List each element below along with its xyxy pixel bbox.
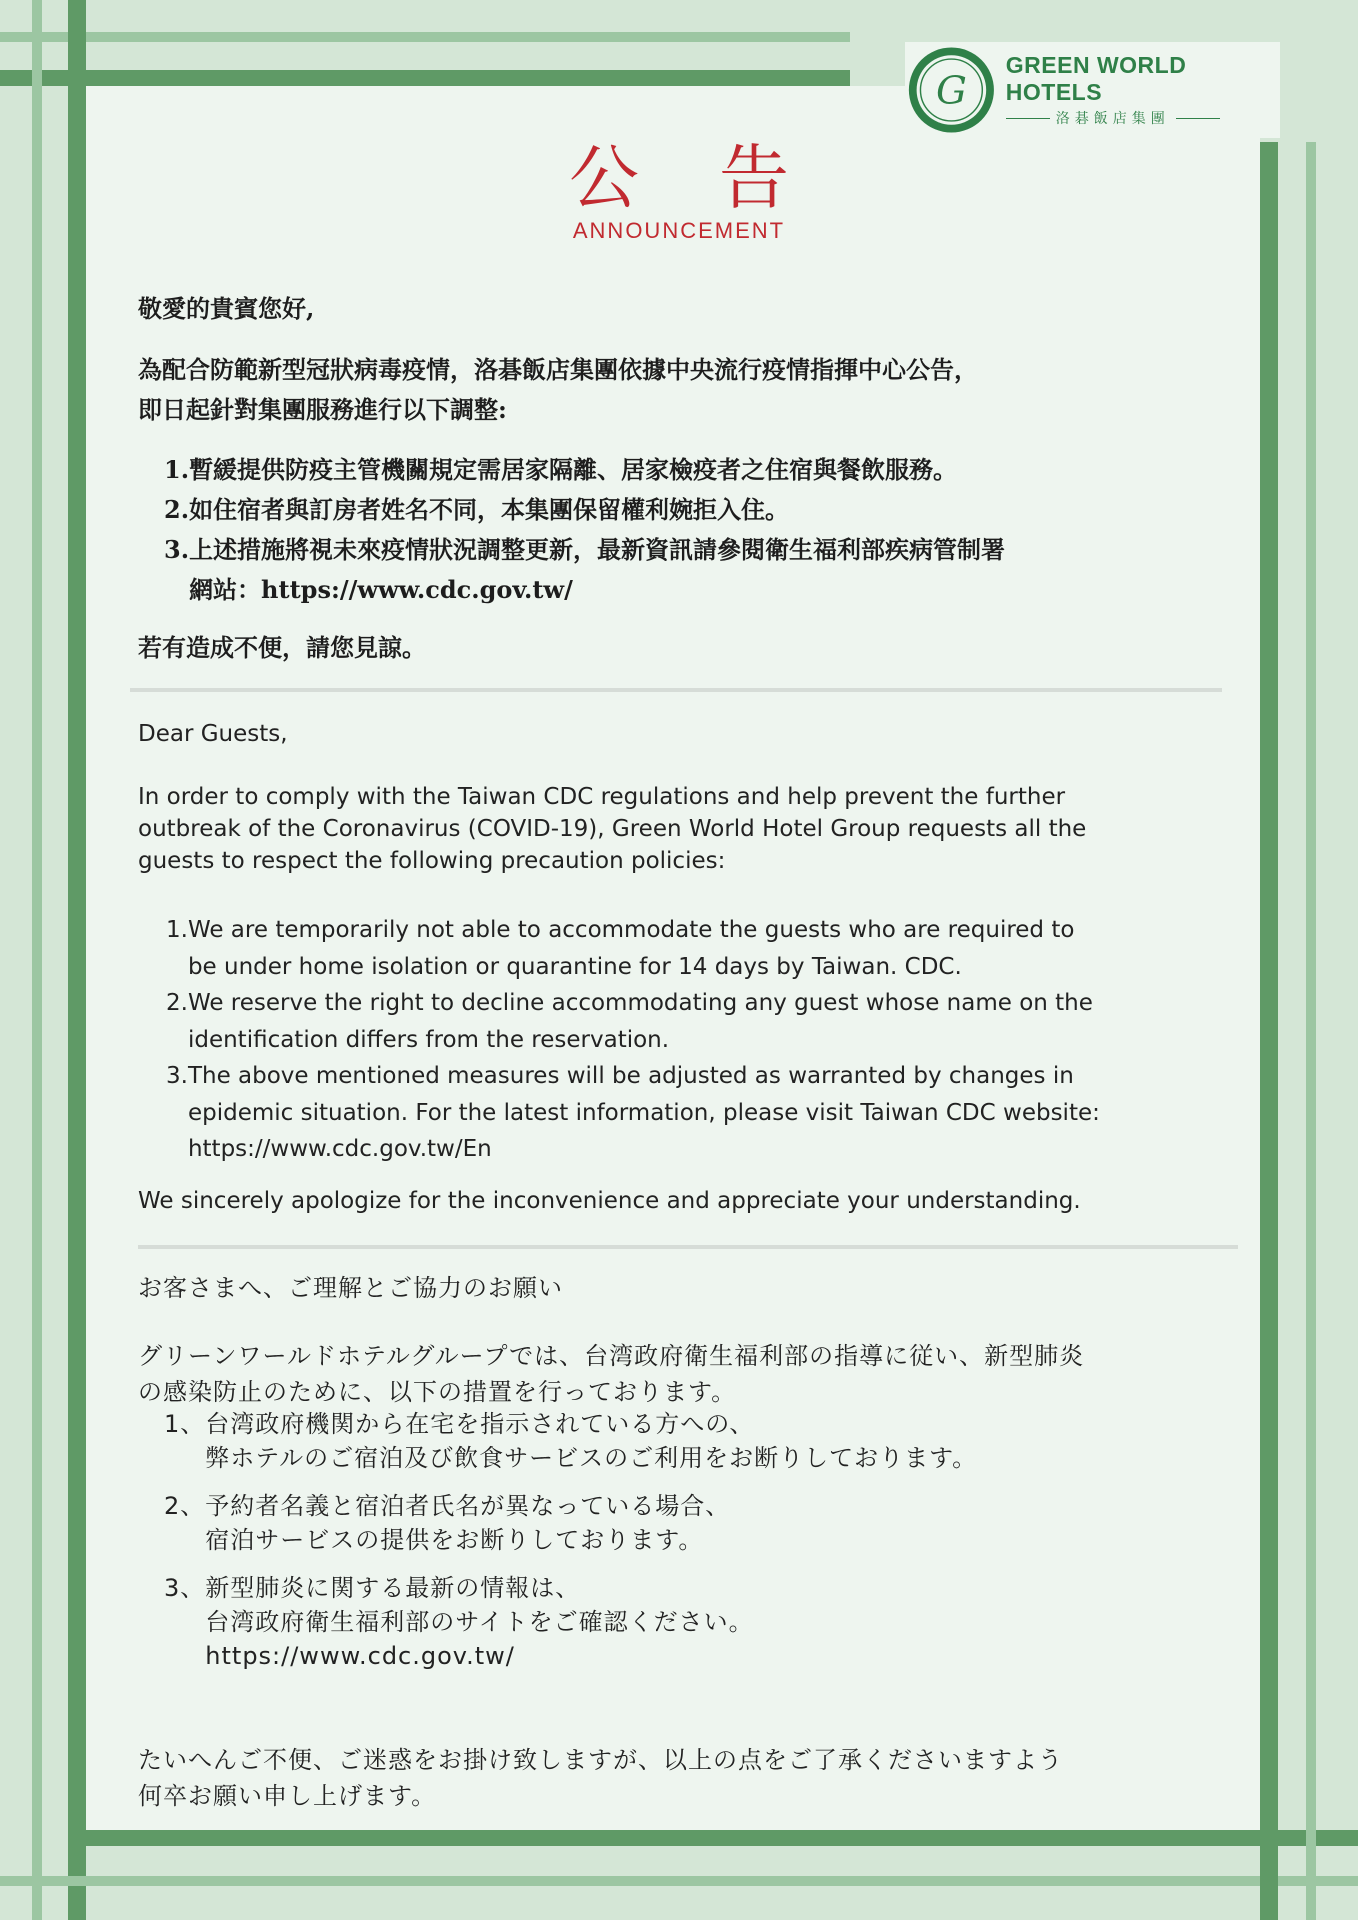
list-number: 2、	[164, 1492, 206, 1520]
brand-line-right	[1176, 118, 1220, 119]
ja-intro-line: グリーンワールドホテルグループでは、台湾政府衛生福利部の指導に従い、新型肺炎	[138, 1342, 1085, 1370]
ja-list	[164, 1407, 1224, 1673]
list-text: 台湾政府機関から在宅を指示されている方への、	[205, 1410, 755, 1438]
list-number: 1.	[164, 455, 190, 484]
brand-name-en: GREEN WORLD HOTELS	[1005, 52, 1187, 105]
en-greeting: Dear Guests,	[138, 721, 288, 747]
list-item	[164, 450, 1224, 490]
list-text: be under home isolation or quarantine for 14 days by Taiwan. CDC.	[187, 953, 962, 980]
list-number: 1.	[166, 917, 188, 943]
list-text: 網站：https://www.cdc.gov.tw/	[189, 575, 573, 604]
frame-stripe-bottom-dark	[86, 1830, 1358, 1846]
list-text: We reserve the right to decline accommodating any guest whose name on the	[187, 990, 1093, 1016]
list-text: 暫緩提供防疫主管機關規定需居家隔離、居家檢疫者之住宿與餐飲服務。	[189, 455, 958, 484]
frame-stripe-top-light	[0, 32, 850, 42]
ja-closing-line: たいへんご不便、ご迷惑をお掛け致しますが、以上の点をご了承くださいますよう	[138, 1746, 1063, 1774]
frame-stripe-left-light	[32, 0, 42, 1920]
zh-greeting: 敬愛的貴賓您好,	[138, 294, 315, 323]
list-item	[164, 1571, 1224, 1673]
list-text: 宿泊サービスの提供をお断りしております。	[205, 1526, 704, 1554]
list-number: 3、	[164, 1574, 206, 1602]
frame-stripe-left-dark	[68, 0, 86, 1920]
ja-closing	[138, 1742, 1218, 1814]
en-intro-line: In order to comply with the Taiwan CDC regulations and help prevent the further	[138, 784, 1066, 810]
ja-greeting: お客さまへ、ご理解とご協力のお願い	[138, 1274, 563, 1302]
list-item	[166, 912, 1226, 985]
list-text: 上述措施將視未來疫情狀況調整更新，最新資訊請參閱衛生福利部疾病管制署	[189, 535, 1006, 564]
zh-intro	[138, 350, 1218, 430]
brand-name-zh: 洛碁飯店集團	[1055, 111, 1170, 127]
zh-closing: 若有造成不便，請您見諒。	[138, 633, 426, 662]
list-text: 新型肺炎に関する最新の情報は、	[205, 1574, 581, 1602]
list-number: 2.	[164, 495, 190, 524]
frame-stripe-right-dark	[1260, 142, 1278, 1920]
list-text: epidemic situation. For the latest information, please visit Taiwan CDC website:	[187, 1099, 1100, 1126]
list-item	[166, 1058, 1226, 1168]
ja-closing-line: 何卒お願い申し上げます。	[138, 1782, 437, 1810]
list-item	[164, 1407, 1224, 1475]
frame-stripe-right-light	[1306, 142, 1316, 1920]
frame-stripe-bottom-light	[0, 1876, 1358, 1886]
ja-intro	[138, 1338, 1218, 1410]
list-text: https://www.cdc.gov.tw/	[205, 1642, 515, 1670]
list-text: identification differs from the reservation.	[187, 1026, 670, 1053]
list-text: The above mentioned measures will be adjusted as warranted by changes in	[187, 1063, 1074, 1089]
zh-intro-line: 為配合防範新型冠狀病毒疫情，洛碁飯店集團依據中央流行疫情指揮中心公告，	[138, 355, 978, 384]
list-number: 3.	[164, 535, 190, 564]
en-intro-line: guests to respect the following precaution policies:	[138, 848, 726, 874]
page-subtitle: ANNOUNCEMENT	[572, 218, 786, 243]
list-item	[164, 490, 1224, 530]
en-intro	[138, 781, 1218, 877]
list-text: 予約者名義と宿泊者氏名が異なっている場合、	[205, 1492, 731, 1520]
brand-monogram: G	[935, 68, 967, 114]
list-text: 弊ホテルのご宿泊及び飲食サービスのご利用をお断りしております。	[205, 1444, 978, 1472]
list-item	[164, 530, 1224, 610]
ja-intro-line: の感染防止のために、以下の措置を行っております。	[138, 1378, 737, 1406]
section-divider	[138, 1245, 1238, 1249]
brand-logo	[905, 42, 1280, 138]
section-divider	[130, 688, 1222, 692]
zh-intro-line: 即日起針對集團服務進行以下調整:	[138, 395, 507, 424]
list-text: https://www.cdc.gov.tw/En	[187, 1136, 492, 1162]
en-closing: We sincerely apologize for the inconvenience and appreciate your understanding.	[138, 1188, 1081, 1214]
list-text: 如住宿者與訂房者姓名不同，本集團保留權利婉拒入住。	[189, 495, 790, 524]
zh-list	[164, 450, 1224, 610]
en-intro-line: outbreak of the Coronavirus (COVID-19), Green World Hotel Group requests all the	[138, 816, 1087, 842]
list-text: We are temporarily not able to accommodate the guests who are required to	[187, 917, 1075, 943]
list-number: 3.	[166, 1063, 188, 1089]
brand-seal-icon	[905, 42, 998, 138]
brand-line-left	[1006, 118, 1050, 119]
list-item	[164, 1489, 1224, 1557]
list-number: 1、	[164, 1410, 206, 1438]
en-list	[166, 912, 1226, 1168]
frame-stripe-top-dark	[0, 70, 850, 86]
page-title: 公告	[569, 137, 869, 219]
list-text: 台湾政府衛生福利部のサイトをご確認ください。	[205, 1608, 754, 1636]
list-item	[166, 985, 1226, 1058]
list-number: 2.	[166, 990, 188, 1016]
